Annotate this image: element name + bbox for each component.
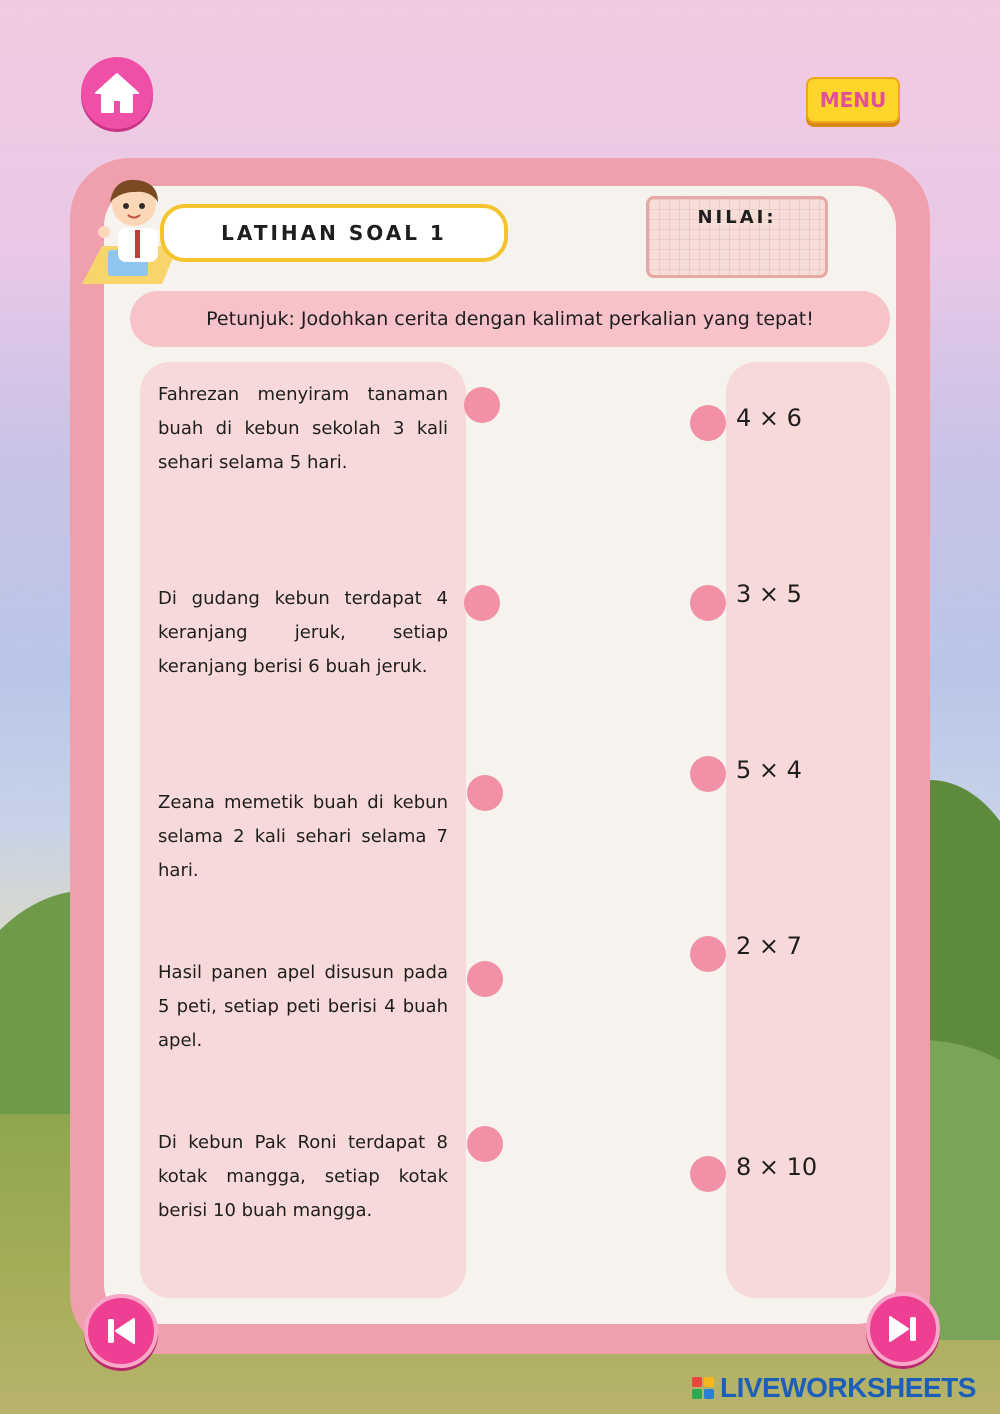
skip-back-icon: [103, 1313, 139, 1349]
worksheet-title: LATIHAN SOAL 1: [160, 204, 508, 262]
story-match-dot[interactable]: [467, 775, 503, 811]
story-match-dot[interactable]: [467, 1126, 503, 1162]
multiplication-expression: 5 × 4: [736, 756, 802, 784]
brand-name: LIVEWORKSHEETS: [720, 1372, 976, 1403]
score-label: NILAI:: [697, 207, 777, 228]
story-text: Di kebun Pak Roni terdapat 8 kotak mangga, setiap kotak berisi 10 buah mangga.: [158, 1132, 448, 1221]
expression-match-dot[interactable]: [690, 1156, 726, 1192]
multiplication-expression: 8 × 10: [736, 1153, 818, 1181]
home-button[interactable]: [81, 57, 153, 129]
expression-match-dot[interactable]: [690, 405, 726, 441]
story-match-dot[interactable]: [464, 585, 500, 621]
score-box: [646, 196, 828, 278]
multiplication-expression: 4 × 6: [736, 404, 802, 432]
story-match-dot[interactable]: [467, 961, 503, 997]
multiplication-expression: 3 × 5: [736, 580, 802, 608]
liveworksheets-logo-mark: [692, 1377, 714, 1399]
menu-button[interactable]: MENU: [806, 77, 900, 123]
instruction-banner: Petunjuk: Jodohkan cerita dengan kalimat perkalian yang tepat!: [130, 291, 890, 347]
story-match-dot[interactable]: [464, 387, 500, 423]
home-icon: [93, 71, 141, 115]
story-text: Hasil panen apel disusun pada 5 peti, setiap peti berisi 4 buah apel.: [158, 962, 448, 1051]
expression-match-dot[interactable]: [690, 585, 726, 621]
previous-page-button[interactable]: [84, 1294, 158, 1368]
expression-match-dot[interactable]: [690, 936, 726, 972]
liveworksheets-logo: [692, 1372, 976, 1404]
story-text: Zeana memetik buah di kebun selama 2 kali sehari selama 7 hari.: [158, 792, 448, 881]
next-page-button[interactable]: [866, 1292, 940, 1366]
multiplication-expression: 2 × 7: [736, 932, 802, 960]
story-text: Di gudang kebun terdapat 4 keranjang jeruk, setiap keranjang berisi 6 buah jeruk.: [158, 588, 448, 677]
skip-forward-icon: [885, 1311, 921, 1347]
story-text: Fahrezan menyiram tanaman buah di kebun sekolah 3 kali sehari selama 5 hari.: [158, 384, 448, 473]
expression-match-dot[interactable]: [690, 756, 726, 792]
